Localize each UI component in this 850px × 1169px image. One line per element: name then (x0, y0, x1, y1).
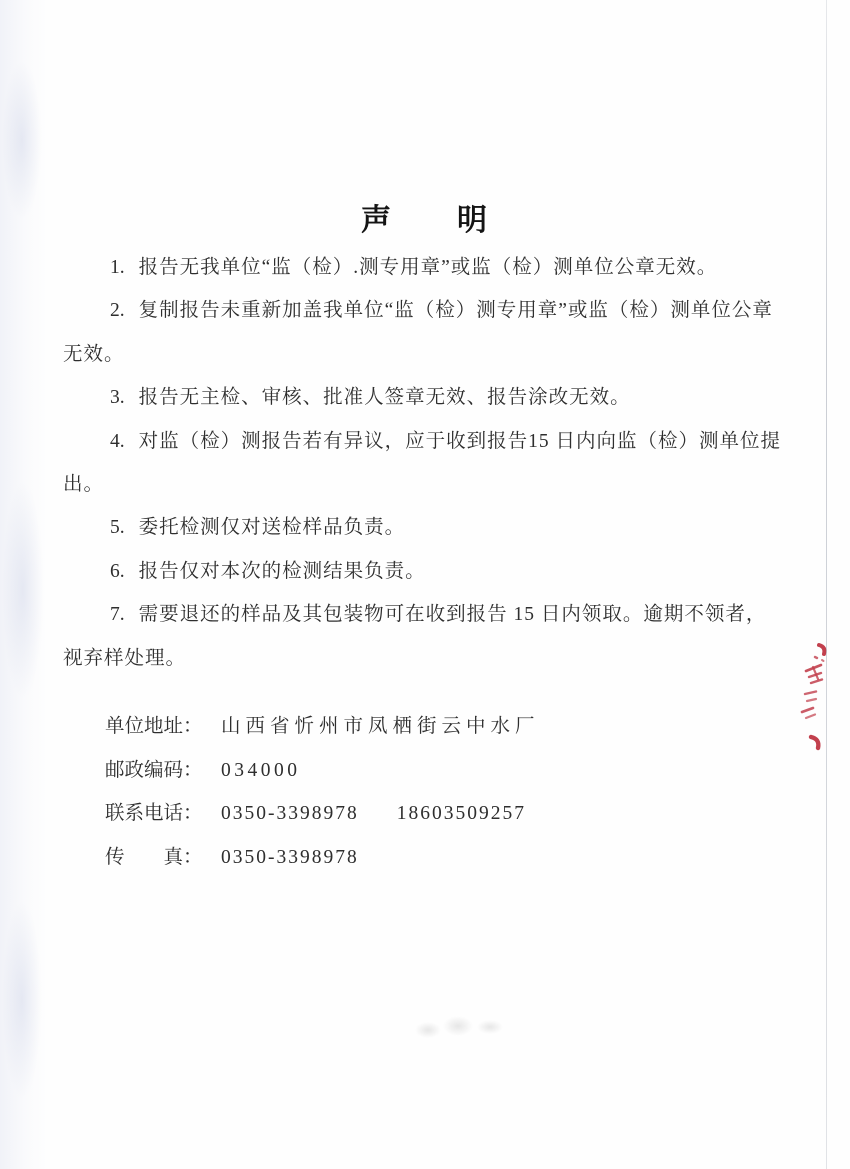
scan-noise-blob (2, 900, 42, 1100)
address-label: 单位地址： (105, 716, 203, 737)
contact-postcode-row (105, 749, 540, 793)
scan-smudge-artifact (415, 1012, 510, 1042)
postcode-label: 邮政编码： (105, 759, 203, 781)
statement-number: 3. (110, 387, 125, 409)
statement-number: 6. (110, 560, 125, 582)
statement-item-7 (63, 593, 785, 680)
address-value: 山西省忻州市凤栖街云中水厂 (221, 716, 540, 737)
statement-item-4 (63, 420, 785, 507)
phone-label: 联系电话： (105, 803, 203, 824)
statement-item-5 (63, 506, 785, 549)
statement-item-1 (63, 246, 785, 289)
statement-text: 报告仅对本次的检测结果负责。 (138, 560, 426, 582)
scan-noise-blob (2, 60, 42, 220)
statement-text: 报告无我单位“监（检）.测专用章”或监（检）测单位公章无效。 (138, 257, 718, 278)
statement-text: 需要退还的样品及其包装物可在收到报告 15 日内领取。逾期不领者，视弃样处理。 (63, 604, 767, 669)
scanner-edge-tint (0, 0, 48, 1169)
contact-address-row (105, 705, 540, 749)
fax-label: 传 真： (105, 846, 203, 868)
statement-item-3 (63, 376, 785, 419)
statement-text: 报告无主检、审核、批准人签章无效、报告涂改无效。 (138, 387, 631, 409)
statement-item-6 (63, 550, 785, 593)
statement-list (63, 246, 785, 680)
statement-item-2 (63, 289, 785, 376)
contact-fax-row (105, 836, 540, 880)
postcode-value: 034000 (221, 759, 301, 781)
red-seal-fragment (800, 636, 834, 756)
phone-value-2: 18603509257 (396, 803, 526, 824)
statement-number: 1. (110, 257, 125, 278)
fax-value: 0350-3398978 (221, 846, 359, 868)
contact-phone-row (105, 792, 540, 836)
statement-number: 4. (110, 430, 125, 452)
statement-number: 2. (110, 300, 125, 322)
contact-block (105, 705, 540, 879)
phone-value-1: 0350-3398978 (221, 803, 359, 824)
scan-noise-blob (2, 480, 44, 700)
statement-number: 5. (110, 517, 125, 539)
page-title: 声 明 (361, 204, 489, 237)
statement-text: 委托检测仅对送检样品负责。 (138, 517, 406, 539)
statement-text: 复制报告未重新加盖我单位“监（检）测专用章”或监（检）测单位公章无效。 (63, 300, 773, 365)
scanner-line-artifact (826, 0, 827, 1169)
statement-text: 对监（检）测报告若有异议，应于收到报告15 日内向监（检）测单位提出。 (63, 430, 782, 496)
statement-number: 7. (110, 604, 125, 626)
